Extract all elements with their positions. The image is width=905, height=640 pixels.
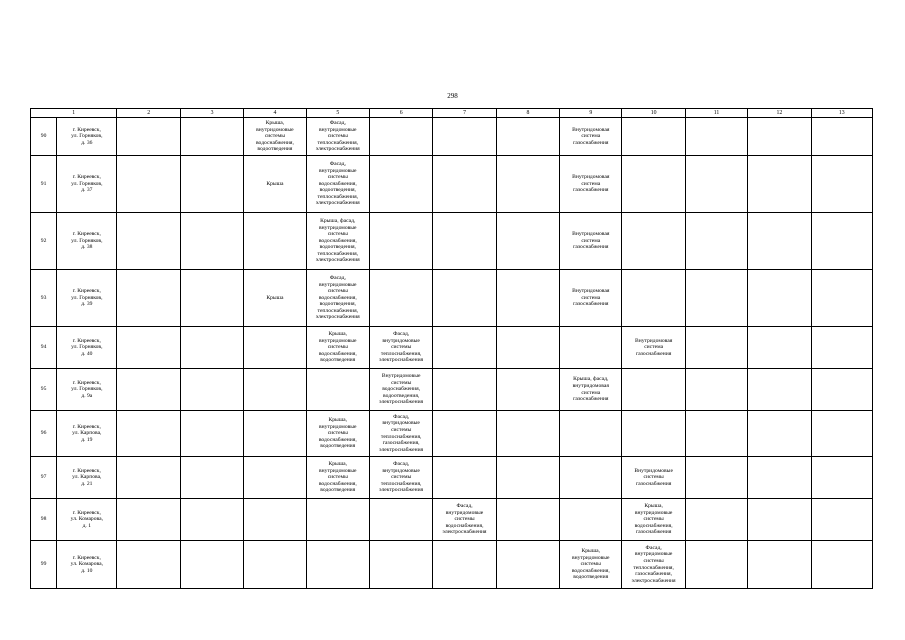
work-cell bbox=[811, 270, 872, 327]
row-number: 91 bbox=[31, 156, 57, 213]
header-cell: 3 bbox=[180, 109, 243, 118]
work-cell bbox=[117, 118, 180, 156]
table-row bbox=[31, 327, 873, 369]
header-cell: 10 bbox=[622, 109, 685, 118]
work-cell bbox=[622, 213, 685, 270]
work-cell: Внутридомовые системы водоснабжения, водоотведения, электроснабжения bbox=[369, 369, 432, 411]
work-cell: Крыша, внутридомовые системы водоснабжения, водоотведения bbox=[560, 541, 622, 589]
work-cell bbox=[244, 541, 306, 589]
work-cell: Крыша bbox=[244, 270, 306, 327]
work-cell bbox=[244, 457, 306, 499]
work-cell bbox=[244, 327, 306, 369]
work-cell bbox=[496, 457, 559, 499]
table-row bbox=[31, 118, 873, 156]
work-cell bbox=[369, 213, 432, 270]
work-cell bbox=[369, 541, 432, 589]
work-cell bbox=[560, 327, 622, 369]
work-cell bbox=[622, 118, 685, 156]
work-cell bbox=[811, 369, 872, 411]
table-row bbox=[31, 541, 873, 589]
work-cell bbox=[811, 156, 872, 213]
work-cell bbox=[811, 327, 872, 369]
work-cell: Фасад, внутридомовые системы водоснабжения, электроснабжения bbox=[433, 499, 496, 541]
header-cell: 1 bbox=[31, 109, 117, 118]
header-cell: 6 bbox=[369, 109, 432, 118]
work-cell: Фасад, внутридомовые системы водоснабжения, водоотведения, теплоснабжения, электроснабжения bbox=[306, 156, 369, 213]
work-cell bbox=[117, 541, 180, 589]
work-cell bbox=[685, 156, 747, 213]
work-cell bbox=[180, 156, 243, 213]
work-cell bbox=[748, 411, 811, 457]
work-cell: Фасад, внутридомовые системы теплоснабжения, электроснабжения bbox=[306, 118, 369, 156]
work-cell bbox=[685, 541, 747, 589]
work-cell bbox=[117, 156, 180, 213]
address-cell: г. Киреевск, ул. Горняков, д. 38 bbox=[57, 213, 117, 270]
work-cell bbox=[180, 457, 243, 499]
row-number: 96 bbox=[31, 411, 57, 457]
address-cell: г. Киреевск, ул. Карпова, д. 21 bbox=[57, 457, 117, 499]
row-number: 94 bbox=[31, 327, 57, 369]
work-cell bbox=[622, 411, 685, 457]
header-cell: 4 bbox=[244, 109, 306, 118]
address-cell: г. Киреевск, ул. Горняков, д. 36 bbox=[57, 118, 117, 156]
work-cell bbox=[748, 369, 811, 411]
work-cell bbox=[748, 118, 811, 156]
address-cell: г. Киреевск, ул. Комарова, д. 10 bbox=[57, 541, 117, 589]
work-cell: Фасад, внутридомовые системы теплоснабжения, газоснабжения, электроснабжения bbox=[622, 541, 685, 589]
table-row bbox=[31, 411, 873, 457]
work-cell: Крыша, внутридомовые системы водоснабжения, водоотведения bbox=[244, 118, 306, 156]
work-cell bbox=[496, 213, 559, 270]
work-cell: Крыша, фасад, внутридомовая система газоснабжения bbox=[560, 369, 622, 411]
work-cell: Крыша, внутридомовые системы водоснабжения, водоотведения bbox=[306, 457, 369, 499]
work-cell bbox=[433, 213, 496, 270]
work-cell bbox=[433, 369, 496, 411]
work-cell: Фасад, внутридомовые системы теплоснабжения, электроснабжения bbox=[369, 327, 432, 369]
work-cell bbox=[244, 213, 306, 270]
work-cell bbox=[369, 156, 432, 213]
work-cell bbox=[180, 118, 243, 156]
work-cell bbox=[496, 369, 559, 411]
work-cell bbox=[117, 411, 180, 457]
address-cell: г. Киреевск, ул. Комарова, д. 1 bbox=[57, 499, 117, 541]
header-cell: 11 bbox=[685, 109, 747, 118]
work-cell bbox=[685, 213, 747, 270]
work-cell: Фасад, внутридомовые системы теплоснабжения, газоснабжения, электроснабжения bbox=[369, 411, 432, 457]
work-cell bbox=[622, 369, 685, 411]
work-cell bbox=[748, 499, 811, 541]
table-row bbox=[31, 457, 873, 499]
work-cell bbox=[180, 499, 243, 541]
row-number: 95 bbox=[31, 369, 57, 411]
work-cell bbox=[811, 541, 872, 589]
work-cell bbox=[369, 118, 432, 156]
address-cell: г. Киреевск, ул. Горняков, д. 37 bbox=[57, 156, 117, 213]
work-cell bbox=[560, 457, 622, 499]
work-cell bbox=[306, 499, 369, 541]
work-cell bbox=[117, 457, 180, 499]
work-cell: Внутридомовая система газоснабжения bbox=[560, 213, 622, 270]
header-cell: 5 bbox=[306, 109, 369, 118]
address-cell: г. Киреевск, ул. Горняков, д. 39 bbox=[57, 270, 117, 327]
row-number: 93 bbox=[31, 270, 57, 327]
work-cell bbox=[811, 499, 872, 541]
page-number: 298 bbox=[447, 92, 458, 100]
work-cell bbox=[560, 499, 622, 541]
work-cell: Крыша, внутридомовые системы водоснабжения, водоотведения bbox=[306, 327, 369, 369]
row-number: 99 bbox=[31, 541, 57, 589]
work-cell bbox=[685, 411, 747, 457]
work-cell: Фасад, внутридомовые системы теплоснабжения, электроснабжения bbox=[369, 457, 432, 499]
header-cell: 2 bbox=[117, 109, 180, 118]
work-cell bbox=[685, 457, 747, 499]
header-row bbox=[31, 109, 873, 118]
work-cell bbox=[496, 499, 559, 541]
work-cell bbox=[685, 270, 747, 327]
work-cell: Внутридомовая система газоснабжения bbox=[560, 118, 622, 156]
work-cell bbox=[117, 369, 180, 411]
work-cell bbox=[180, 270, 243, 327]
work-cell bbox=[811, 213, 872, 270]
work-cell bbox=[180, 411, 243, 457]
work-cell bbox=[748, 541, 811, 589]
work-cell: Внутридомовая система газоснабжения bbox=[560, 156, 622, 213]
work-cell bbox=[117, 213, 180, 270]
work-cell: Крыша, фасад, внутридомовые системы водоснабжения, водоотведения, теплоснабжения, электроснабжения bbox=[306, 213, 369, 270]
work-cell bbox=[433, 270, 496, 327]
table-row bbox=[31, 156, 873, 213]
work-cell bbox=[811, 457, 872, 499]
work-cell bbox=[117, 499, 180, 541]
work-cell bbox=[244, 499, 306, 541]
row-number: 90 bbox=[31, 118, 57, 156]
work-cell: Фасад, внутридомовые системы водоснабжения, водоотведения, теплоснабжения, электроснабжения bbox=[306, 270, 369, 327]
work-cell bbox=[748, 457, 811, 499]
repair-schedule-table bbox=[30, 108, 873, 589]
row-number: 92 bbox=[31, 213, 57, 270]
address-cell: г. Киреевск, ул. Карпова, д. 19 bbox=[57, 411, 117, 457]
work-cell bbox=[306, 541, 369, 589]
work-cell bbox=[496, 327, 559, 369]
work-cell bbox=[748, 213, 811, 270]
work-cell bbox=[496, 156, 559, 213]
header-cell: 13 bbox=[811, 109, 872, 118]
work-cell bbox=[748, 270, 811, 327]
table-row bbox=[31, 270, 873, 327]
work-cell bbox=[560, 411, 622, 457]
work-cell bbox=[180, 541, 243, 589]
header-cell: 7 bbox=[433, 109, 496, 118]
work-cell bbox=[748, 156, 811, 213]
work-cell bbox=[180, 213, 243, 270]
work-cell bbox=[433, 118, 496, 156]
row-number: 97 bbox=[31, 457, 57, 499]
header-cell: 9 bbox=[560, 109, 622, 118]
work-cell bbox=[622, 156, 685, 213]
work-cell bbox=[244, 411, 306, 457]
work-cell bbox=[433, 411, 496, 457]
work-cell bbox=[685, 118, 747, 156]
work-cell bbox=[811, 118, 872, 156]
work-cell bbox=[244, 369, 306, 411]
work-cell bbox=[117, 327, 180, 369]
work-cell bbox=[496, 118, 559, 156]
work-cell bbox=[496, 541, 559, 589]
address-cell: г. Киреевск, ул. Горняков, д. 40 bbox=[57, 327, 117, 369]
work-cell bbox=[117, 270, 180, 327]
work-cell bbox=[685, 327, 747, 369]
address-cell: г. Киреевск, ул. Горняков, д. 9а bbox=[57, 369, 117, 411]
header-cell: 12 bbox=[748, 109, 811, 118]
work-cell: Внутридомовая система газоснабжения bbox=[622, 327, 685, 369]
work-cell bbox=[685, 369, 747, 411]
work-cell bbox=[433, 156, 496, 213]
work-cell bbox=[433, 327, 496, 369]
work-cell bbox=[369, 270, 432, 327]
work-cell bbox=[496, 411, 559, 457]
work-cell bbox=[685, 499, 747, 541]
work-cell bbox=[496, 270, 559, 327]
work-cell: Крыша bbox=[244, 156, 306, 213]
row-number: 98 bbox=[31, 499, 57, 541]
work-cell bbox=[748, 327, 811, 369]
header-cell: 8 bbox=[496, 109, 559, 118]
work-cell bbox=[433, 457, 496, 499]
work-cell: Внутридомовые системы газоснабжения bbox=[622, 457, 685, 499]
table-row bbox=[31, 499, 873, 541]
work-cell bbox=[369, 499, 432, 541]
work-cell bbox=[622, 270, 685, 327]
work-cell bbox=[180, 327, 243, 369]
work-cell bbox=[180, 369, 243, 411]
work-cell: Крыша, внутридомовые системы водоснабжения, газоснабжения bbox=[622, 499, 685, 541]
work-cell: Внутридомовая система газоснабжения bbox=[560, 270, 622, 327]
work-cell: Крыша, внутридомовые системы водоснабжения, водоотведения bbox=[306, 411, 369, 457]
table-row bbox=[31, 369, 873, 411]
work-cell bbox=[306, 369, 369, 411]
work-cell bbox=[433, 541, 496, 589]
work-cell bbox=[811, 411, 872, 457]
table-row bbox=[31, 213, 873, 270]
